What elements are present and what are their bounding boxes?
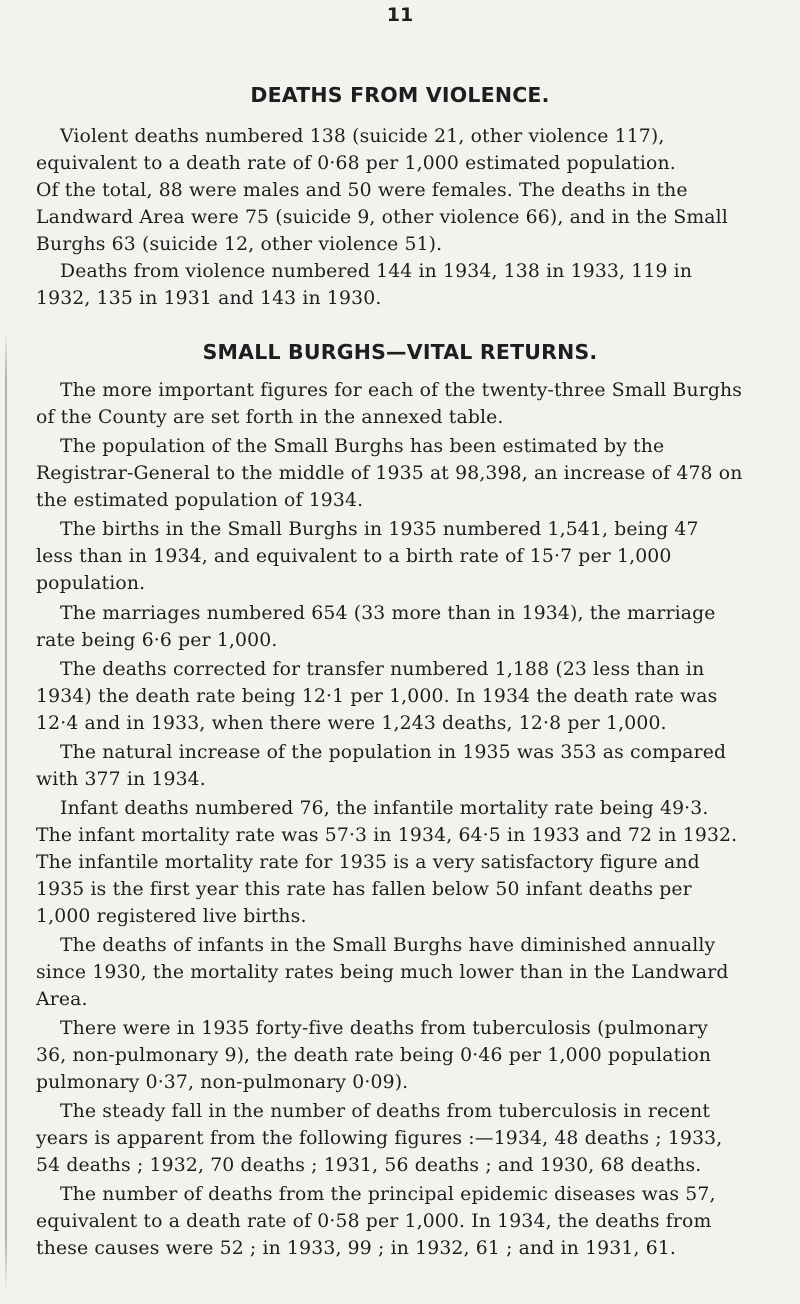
paragraph-line: Infant deaths numbered 76, the infantile mortality rate being 49·3. bbox=[60, 798, 709, 819]
paragraph-line: The births in the Small Burghs in 1935 numbered 1,541, being 47 bbox=[60, 519, 699, 540]
paragraph-line: rate being 6·6 per 1,000. bbox=[36, 630, 278, 651]
paragraph-line: these causes were 52 ; in 1933, 99 ; in 1932, 61 ; and in 1931, 61. bbox=[36, 1238, 677, 1259]
paragraph-line: Landward Area were 75 (suicide 9, other violence 66), and in the Small bbox=[36, 207, 728, 228]
paragraph-line: the estimated population of 1934. bbox=[36, 490, 364, 511]
paragraph-line: 1,000 registered live births. bbox=[36, 906, 307, 927]
paragraph-line: Of the total, 88 were males and 50 were females. The deaths in the bbox=[36, 180, 688, 201]
paragraph-line: The deaths of infants in the Small Burghs have diminished annually bbox=[60, 935, 716, 956]
paragraph-line: pulmonary 0·37, non-pulmonary 0·09). bbox=[36, 1072, 409, 1093]
paragraph-line: The deaths corrected for transfer numbered 1,188 (23 less than in bbox=[60, 659, 705, 680]
paragraph-line: The infantile mortality rate for 1935 is a very satisfactory figure and bbox=[36, 852, 700, 873]
paragraph-line: 12·4 and in 1933, when there were 1,243 deaths, 12·8 per 1,000. bbox=[36, 713, 667, 734]
paragraph-line: Burghs 63 (suicide 12, other violence 51). bbox=[36, 234, 443, 255]
paragraph-line: 1932, 135 in 1931 and 143 in 1930. bbox=[36, 288, 382, 309]
paragraph-line: less than in 1934, and equivalent to a birth rate of 15·7 per 1,000 bbox=[36, 546, 672, 567]
paragraph-line: Deaths from violence numbered 144 in 1934, 138 in 1933, 119 in bbox=[60, 261, 693, 282]
paragraph-line: since 1930, the mortality rates being much lower than in the Landward bbox=[36, 962, 729, 983]
paragraph-line: 54 deaths ; 1932, 70 deaths ; 1931, 56 deaths ; and 1930, 68 deaths. bbox=[36, 1155, 702, 1176]
paragraph-line: equivalent to a death rate of 0·68 per 1,000 estimated population. bbox=[36, 153, 676, 174]
paragraph-line: Area. bbox=[36, 989, 88, 1010]
paragraph-line: 1935 is the first year this rate has fallen below 50 infant deaths per bbox=[36, 879, 692, 900]
paragraph-line: Registrar-General to the middle of 1935 at 98,398, an increase of 478 on bbox=[36, 463, 743, 484]
paragraph-line: The marriages numbered 654 (33 more than in 1934), the marriage bbox=[60, 603, 716, 624]
paragraph-line: with 377 in 1934. bbox=[36, 769, 206, 790]
paragraph-line: years is apparent from the following figures :—1934, 48 deaths ; 1933, bbox=[36, 1128, 723, 1149]
paragraph-line: 1934) the death rate being 12·1 per 1,000. In 1934 the death rate was bbox=[36, 686, 718, 707]
paragraph-line: The infant mortality rate was 57·3 in 1934, 64·5 in 1933 and 72 in 1932. bbox=[36, 825, 738, 846]
paragraph-line: The natural increase of the population in 1935 was 353 as compared bbox=[60, 742, 727, 763]
paragraph-line: of the County are set forth in the annexed table. bbox=[36, 407, 504, 428]
paragraph-line: 36, non-pulmonary 9), the death rate being 0·46 per 1,000 population bbox=[36, 1045, 712, 1066]
paragraph-line: population. bbox=[36, 573, 146, 594]
paragraph-line: The number of deaths from the principal epidemic diseases was 57, bbox=[60, 1184, 716, 1205]
binding-edge-shadow bbox=[5, 330, 7, 1290]
paragraph-line: Violent deaths numbered 138 (suicide 21, other violence 117), bbox=[60, 126, 665, 147]
section-heading-deaths-from-violence: DEATHS FROM VIOLENCE. bbox=[250, 83, 550, 107]
paragraph-line: The population of the Small Burghs has been estimated by the bbox=[60, 436, 665, 457]
paragraph-line: equivalent to a death rate of 0·58 per 1,000. In 1934, the deaths from bbox=[36, 1211, 712, 1232]
paragraph-line: There were in 1935 forty-five deaths from tuberculosis (pulmonary bbox=[60, 1018, 709, 1039]
page-number: 11 bbox=[386, 4, 414, 26]
section-heading-small-burghs-vital-returns: SMALL BURGHS—VITAL RETURNS. bbox=[202, 340, 598, 364]
paragraph-line: The more important figures for each of the twenty-three Small Burghs bbox=[60, 380, 743, 401]
paragraph-line: The steady fall in the number of deaths from tuberculosis in recent bbox=[60, 1101, 711, 1122]
